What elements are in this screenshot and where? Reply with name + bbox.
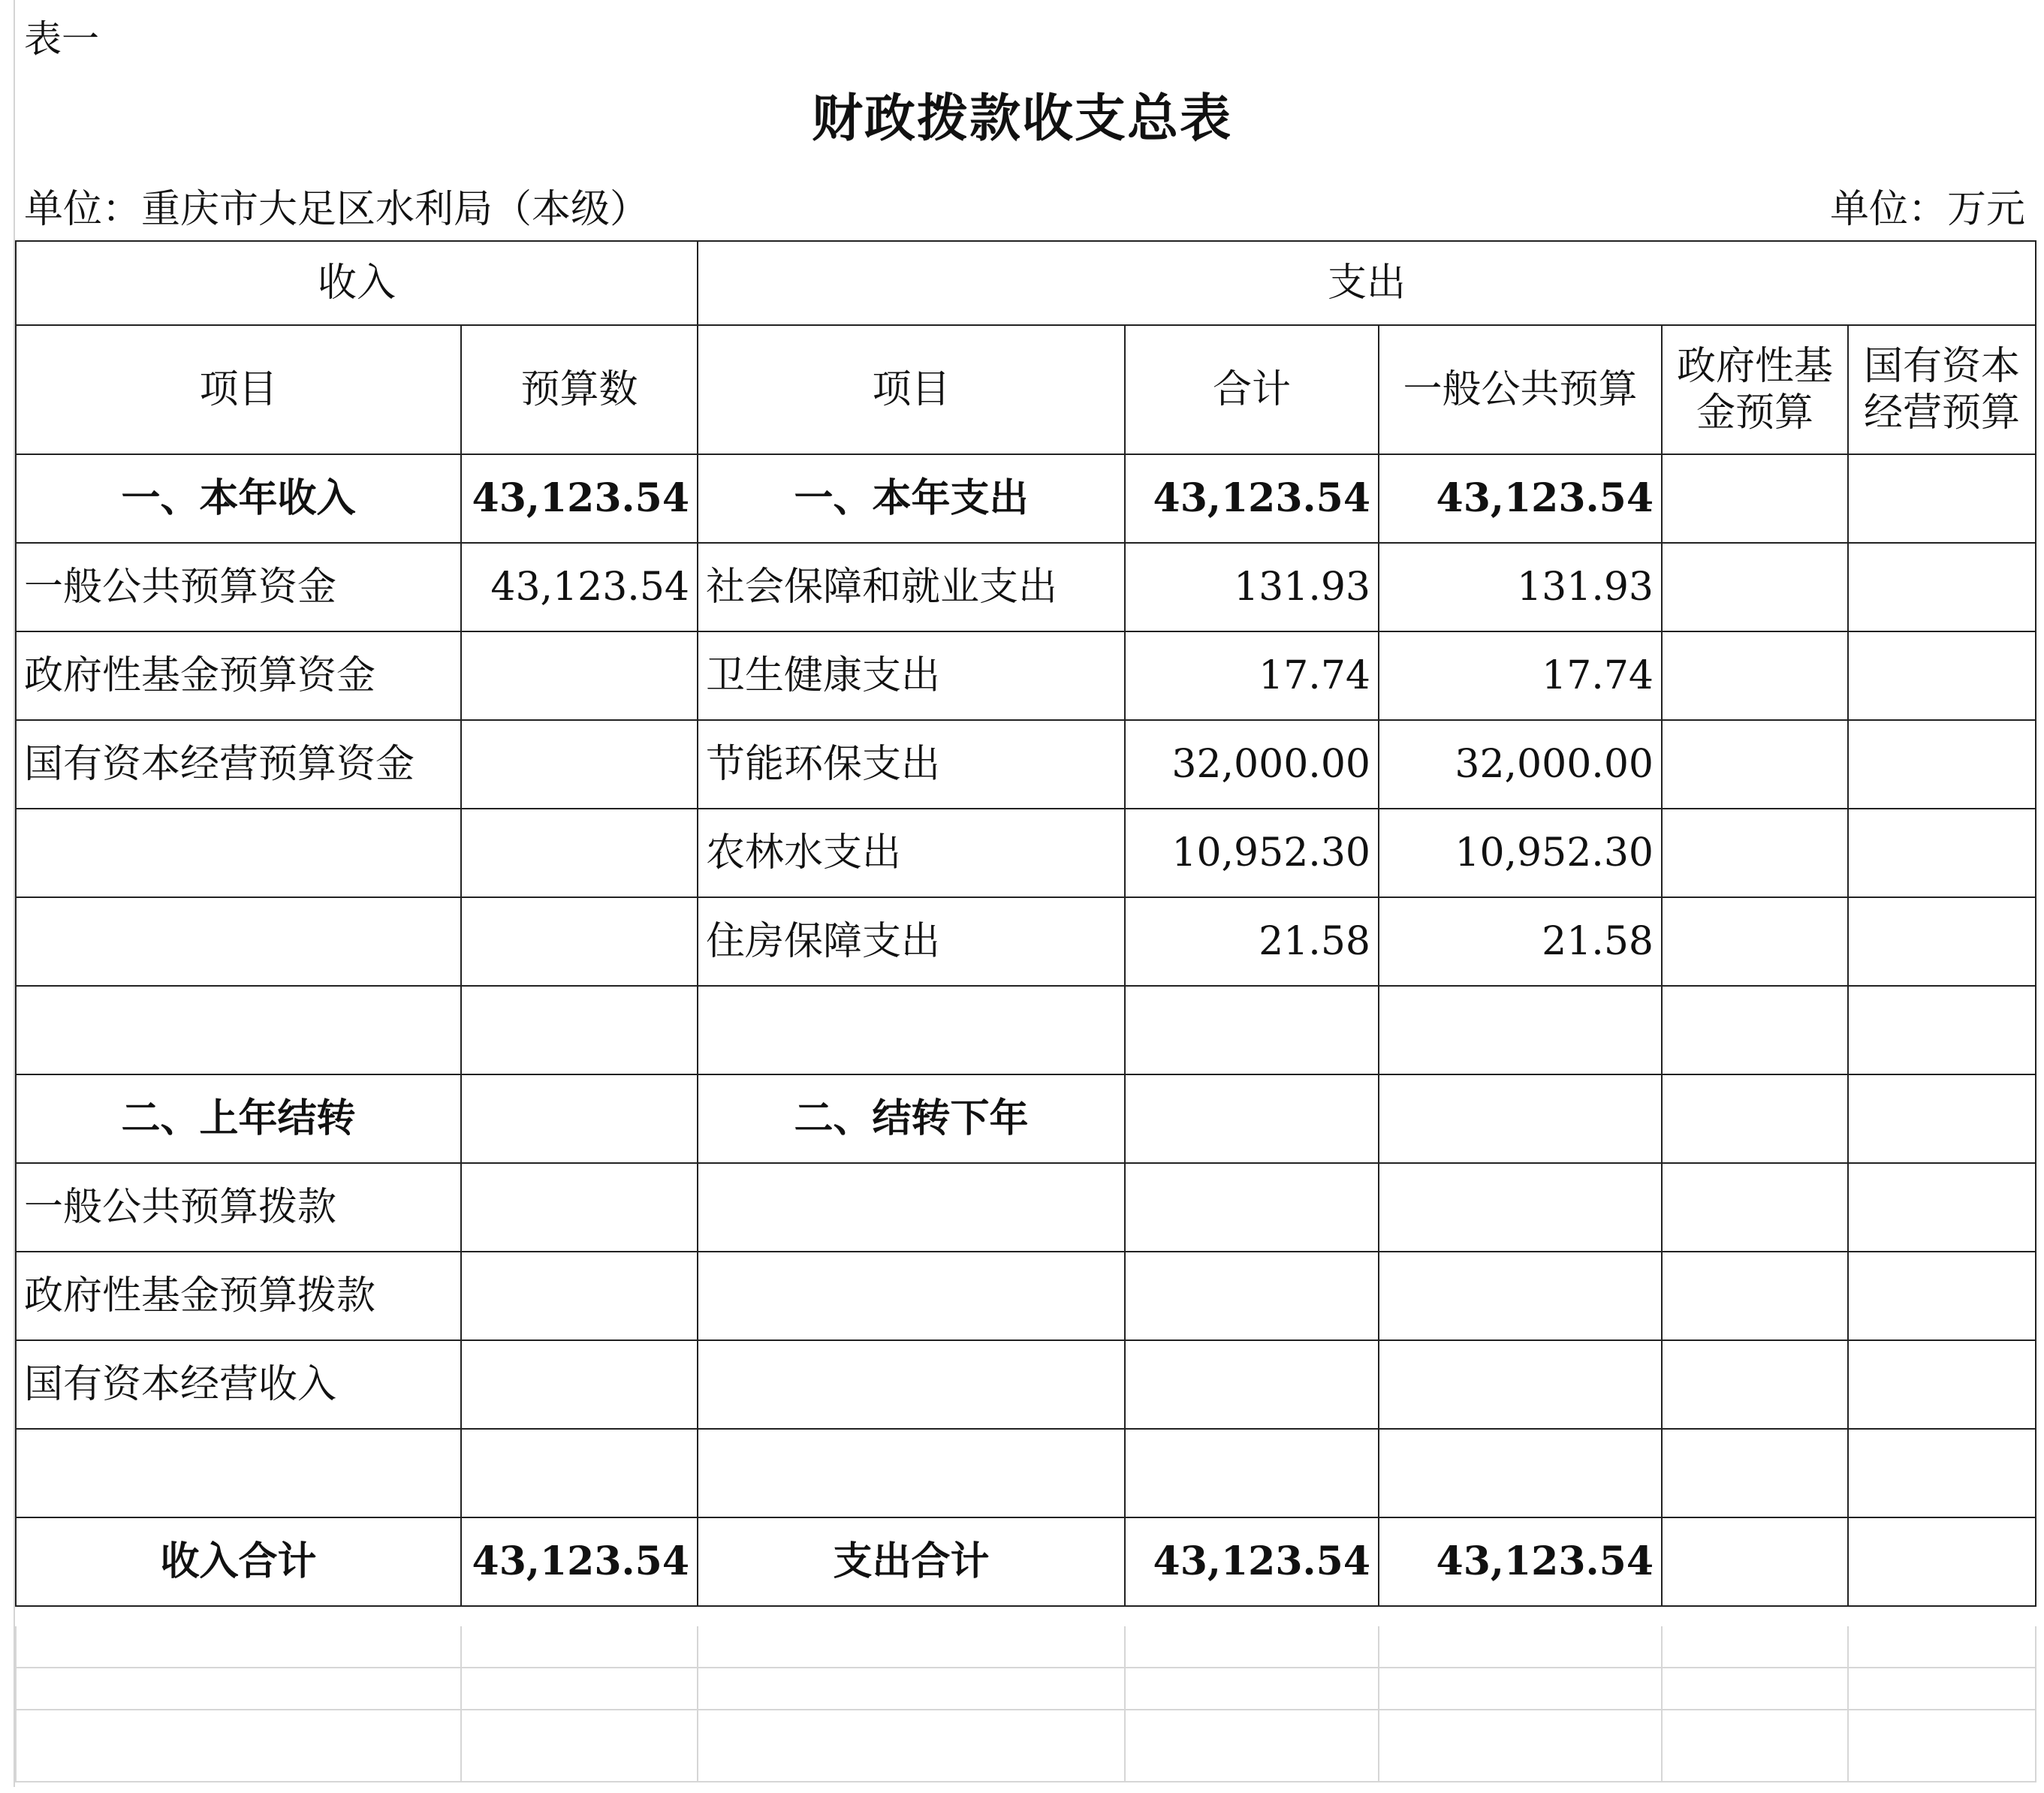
expense-total: [1125, 1340, 1379, 1429]
expense-gov-fund: [1662, 454, 1848, 543]
expense-total-label: 支出合计: [698, 1517, 1125, 1606]
header-income-budget: 预算数: [461, 325, 698, 454]
expense-total: 17.74: [1125, 631, 1379, 720]
expense-item: [698, 986, 1125, 1074]
expense-state-capital: [1848, 631, 2036, 720]
income-value: [461, 1074, 698, 1163]
table-row: [16, 1074, 2036, 1163]
empty-grid-row: [16, 1710, 2036, 1782]
expense-state-capital: [1848, 543, 2036, 631]
income-value: [461, 897, 698, 986]
expense-general: [1379, 1340, 1662, 1429]
expense-state-capital: [1848, 454, 2036, 543]
empty-grid-row: [16, 1668, 2036, 1710]
expense-general: 43,123.54: [1379, 454, 1662, 543]
expense-general: [1379, 1074, 1662, 1163]
income-item: 一般公共预算拨款: [16, 1163, 461, 1252]
table-label: 表一: [24, 17, 99, 61]
table-row: [16, 543, 2036, 631]
group-header-income: 收入: [16, 241, 698, 325]
table-row: [16, 454, 2036, 543]
table-row: [16, 1429, 2036, 1517]
expense-total: [1125, 986, 1379, 1074]
expense-item: 农林水支出: [698, 809, 1125, 897]
expense-general: 10,952.30: [1379, 809, 1662, 897]
page-title: 财政拨款收支总表: [811, 89, 1232, 149]
budget-summary-table: [15, 240, 2036, 1607]
income-item: 国有资本经营收入: [16, 1340, 461, 1429]
expense-item: [698, 1340, 1125, 1429]
expense-item: 一、本年支出: [698, 454, 1125, 543]
expense-general: 21.58: [1379, 897, 1662, 986]
income-item: [16, 897, 461, 986]
expense-total: 10,952.30: [1125, 809, 1379, 897]
expense-general: [1379, 1252, 1662, 1340]
expense-total: [1125, 1074, 1379, 1163]
expense-general: 131.93: [1379, 543, 1662, 631]
income-item: 政府性基金预算资金: [16, 631, 461, 720]
income-value: [461, 1252, 698, 1340]
header-state-capital-budget: 国有资本经营预算: [1848, 325, 2036, 454]
empty-grid-row: [16, 1626, 2036, 1668]
expense-item: 社会保障和就业支出: [698, 543, 1125, 631]
expense-general: [1379, 986, 1662, 1074]
income-item: 一、本年收入: [16, 454, 461, 543]
table-row: [16, 720, 2036, 809]
expense-state-capital: [1848, 897, 2036, 986]
expense-total: [1125, 1429, 1379, 1517]
expense-total: [1125, 1252, 1379, 1340]
expense-item: 卫生健康支出: [698, 631, 1125, 720]
header-expense-item: 项目: [698, 325, 1125, 454]
expense-total: [1125, 1163, 1379, 1252]
expense-total: 32,000.00: [1125, 720, 1379, 809]
expense-gov-fund: [1662, 897, 1848, 986]
expense-state-capital: [1848, 1163, 2036, 1252]
expense-item: 节能环保支出: [698, 720, 1125, 809]
expense-gov-fund: [1662, 1340, 1848, 1429]
table-row: [16, 986, 2036, 1074]
income-item: 一般公共预算资金: [16, 543, 461, 631]
expense-gov-fund: [1662, 1074, 1848, 1163]
expense-item: [698, 1163, 1125, 1252]
income-item: 政府性基金预算拨款: [16, 1252, 461, 1340]
table-row: [16, 897, 2036, 986]
expense-item: 二、结转下年: [698, 1074, 1125, 1163]
column-header-row: [16, 325, 2036, 454]
header-income-item: 项目: [16, 325, 461, 454]
income-item: 国有资本经营预算资金: [16, 720, 461, 809]
income-total-value: 43,123.54: [461, 1517, 698, 1606]
income-total-label: 收入合计: [16, 1517, 461, 1606]
expense-state-capital: [1848, 1340, 2036, 1429]
expense-gov-fund: [1662, 1163, 1848, 1252]
expense-state-capital: [1848, 809, 2036, 897]
expense-gov-fund: [1662, 809, 1848, 897]
income-value: [461, 1429, 698, 1517]
table-row: [16, 1340, 2036, 1429]
expense-state-capital: [1848, 720, 2036, 809]
expense-gov-fund: [1662, 631, 1848, 720]
income-value: [461, 809, 698, 897]
expense-general: 17.74: [1379, 631, 1662, 720]
group-header-row: [16, 241, 2036, 325]
table-row: [16, 1252, 2036, 1340]
table-row: [16, 809, 2036, 897]
income-value: [461, 986, 698, 1074]
expense-state-capital-total: [1848, 1517, 2036, 1606]
expense-general: [1379, 1429, 1662, 1517]
totals-row: [16, 1517, 2036, 1606]
income-value: [461, 1163, 698, 1252]
expense-item: [698, 1252, 1125, 1340]
expense-state-capital: [1848, 1074, 2036, 1163]
expense-gov-fund: [1662, 1429, 1848, 1517]
group-header-expense: 支出: [698, 241, 2036, 325]
expense-general-total: 43,123.54: [1379, 1517, 1662, 1606]
expense-gov-fund: [1662, 986, 1848, 1074]
expense-total: 43,123.54: [1125, 454, 1379, 543]
reporting-unit: 单位：重庆市大足区水利局（本级）: [24, 187, 650, 232]
expense-state-capital: [1848, 986, 2036, 1074]
expense-gov-fund-total: [1662, 1517, 1848, 1606]
expense-state-capital: [1848, 1429, 2036, 1517]
expense-general: [1379, 1163, 1662, 1252]
expense-gov-fund: [1662, 543, 1848, 631]
income-value: 43,123.54: [461, 543, 698, 631]
expense-total-value: 43,123.54: [1125, 1517, 1379, 1606]
header-general-budget: 一般公共预算: [1379, 325, 1662, 454]
income-value: 43,123.54: [461, 454, 698, 543]
income-item: 二、上年结转: [16, 1074, 461, 1163]
header-gov-fund-budget: 政府性基金预算: [1662, 325, 1848, 454]
expense-item: [698, 1429, 1125, 1517]
income-item: [16, 986, 461, 1074]
expense-state-capital: [1848, 1252, 2036, 1340]
expense-general: 32,000.00: [1379, 720, 1662, 809]
header-total: 合计: [1125, 325, 1379, 454]
currency-unit: 单位：万元: [1829, 187, 2025, 232]
expense-gov-fund: [1662, 720, 1848, 809]
expense-gov-fund: [1662, 1252, 1848, 1340]
income-item: [16, 1429, 461, 1517]
income-item: [16, 809, 461, 897]
expense-total: 131.93: [1125, 543, 1379, 631]
expense-total: 21.58: [1125, 897, 1379, 986]
income-value: [461, 1340, 698, 1429]
expense-item: 住房保障支出: [698, 897, 1125, 986]
income-value: [461, 720, 698, 809]
table-row: [16, 631, 2036, 720]
sheet-gridlines: [15, 1626, 2036, 1782]
table-row: [16, 1163, 2036, 1252]
income-value: [461, 631, 698, 720]
